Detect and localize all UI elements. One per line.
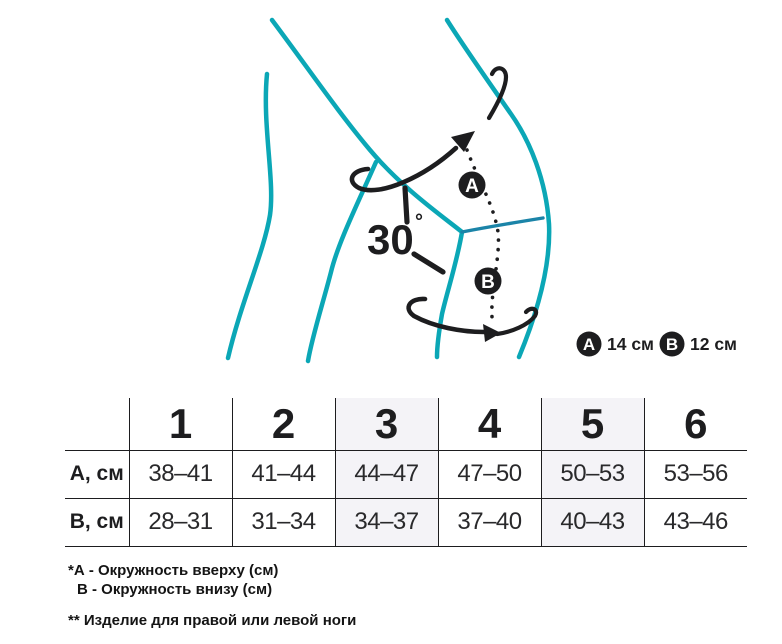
cell-b: 34–37 (335, 498, 438, 546)
angle-degree-symbol: ° (415, 211, 423, 233)
marker-a-letter: А (465, 176, 479, 197)
table-row-a (65, 450, 747, 498)
cell-b: 28–31 (129, 498, 232, 546)
knee-crease-path (462, 218, 543, 232)
back-hip-outline-path (228, 74, 271, 358)
legend-b-value: 12 см (690, 334, 738, 354)
row-b-label: В, см (65, 498, 129, 546)
row-a-label: А, см (65, 450, 129, 498)
size-header: 5 (541, 398, 644, 450)
cell-b: 43–46 (644, 498, 747, 546)
legend-a-value: 14 см (607, 334, 655, 354)
footnotes (68, 561, 356, 630)
marker-b-letter: В (481, 272, 495, 293)
measure-legend (577, 332, 738, 357)
cell-a: 50–53 (541, 450, 644, 498)
cell-a: 53–56 (644, 450, 747, 498)
corner-cell (65, 398, 129, 450)
size-header: 6 (644, 398, 747, 450)
angle-label: 30 (367, 216, 414, 263)
cell-b: 31–34 (232, 498, 335, 546)
size-header: 1 (129, 398, 232, 450)
shin-outline-path (437, 232, 462, 357)
size-table (65, 398, 747, 547)
cell-a: 41–44 (232, 450, 335, 498)
top-thigh-outline-path (272, 20, 462, 232)
size-header: 2 (232, 398, 335, 450)
table-row-b (65, 498, 747, 546)
size-header: 3 (335, 398, 438, 450)
size-header-row (65, 398, 747, 450)
angle-tick-diagonal (414, 254, 443, 272)
footnote-b: В - Окружность внизу (см) (77, 581, 273, 598)
footnote-a: *А - Окружность вверху (см) (68, 562, 279, 579)
size-header: 4 (438, 398, 541, 450)
legend-b-letter: В (665, 335, 679, 354)
cell-a: 44–47 (335, 450, 438, 498)
footnote-product: ** Изделие для правой или левой ноги (68, 612, 357, 629)
cell-a: 47–50 (438, 450, 541, 498)
legend-a-letter: А (582, 335, 596, 354)
cell-a: 38–41 (129, 450, 232, 498)
cell-b: 40–43 (541, 498, 644, 546)
cell-b: 37–40 (438, 498, 541, 546)
